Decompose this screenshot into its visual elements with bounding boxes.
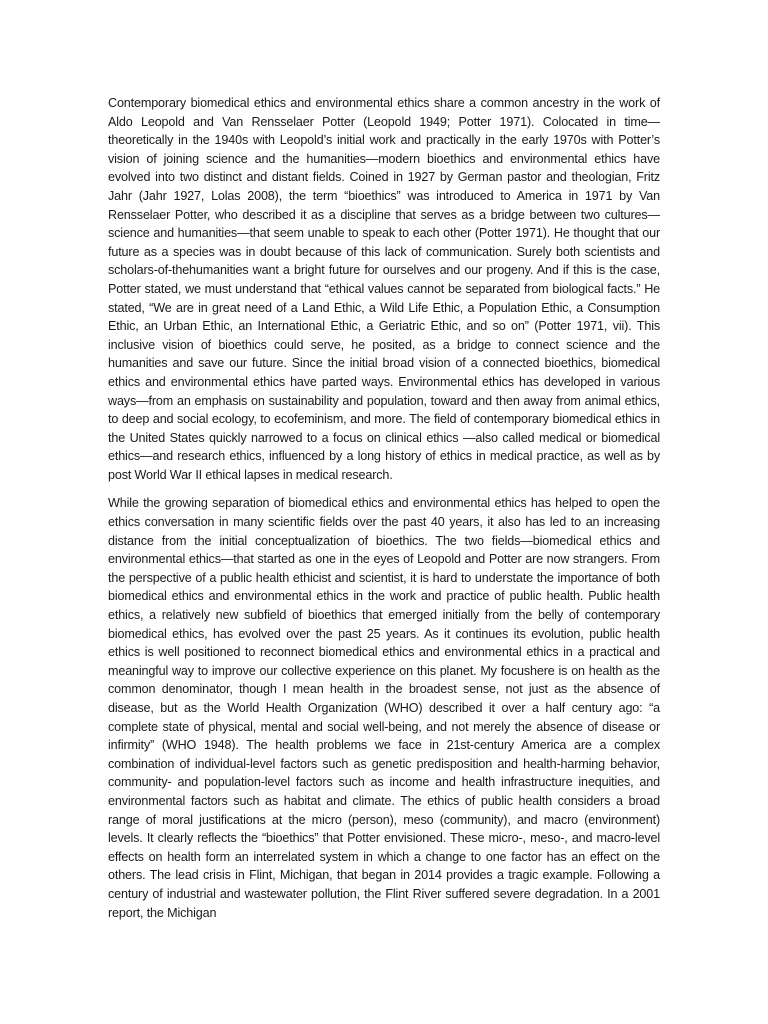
document-page: [108, 94, 660, 932]
paragraph-1: Contemporary biomedical ethics and environmental ethics share a common ancestry in the work of Aldo Leopold and Van Rensselaer Potter (Leopold 1949; Potter 1971). Colocated in time—theoretically in the 1940s with Leopold’s initial work and practically in the early 1970s with Potter’s vision of joining science and the humanities—modern bioethics and environmental ethics have evolved into two distinct and distant fields. Coined in 1927 by German pastor and theologian, Fritz Jahr (Jahr 1927, Lolas 2008), the term “bioethics” was introduced to America in 1971 by Van Rensselaer Potter, who described it as a discipline that serves as a bridge between two cultures—science and humanities—that seem unable to speak to each other (Potter 1971). He thought that our future as a species was in doubt because of this lack of communication. Surely both scientists and scholars-of-thehumanities want a bright future for ourselves and our progeny. And if this is the case, Potter stated, we must understand that “ethical values cannot be separated from biological facts.” He stated, “We are in great need of a Land Ethic, a Wild Life Ethic, a Population Ethic, a Consumption Ethic, an Urban Ethic, an International Ethic, a Geriatric Ethic, and so on” (Potter 1971, vii). This inclusive vision of bioethics could serve, he posited, as a bridge to connect science and the humanities and save our future. Since the initial broad vision of a connected bioethics, biomedical ethics and environmental ethics have parted ways. Environmental ethics has developed in various ways—from an emphasis on sustainability and population, toward and then away from animal ethics, to deep and social ecology, to ecofeminism, and more. The field of contemporary biomedical ethics in the United States quickly narrowed to a focus on clinical ethics —also called medical or biomedical ethics—and research ethics, influenced by a long history of ethics in medical practice, as well as by post World War II ethical lapses in medical research.: [108, 96, 660, 482]
paragraph-2: While the growing separation of biomedical ethics and environmental ethics has helped to open the ethics conversation in many scientific fields over the past 40 years, it also has led to an increasing distance from the initial conceptualization of bioethics. The two fields—biomedical ethics and environmental ethics—that started as one in the eyes of Leopold and Potter are now strangers. From the perspective of a public health ethicist and scientist, it is hard to understate the importance of both biomedical ethics and environmental ethics in the work and practice of public health. Public health ethics, a relatively new subfield of bioethics that emerged initially from the belly of contemporary biomedical ethics, has evolved over the past 25 years. As it continues its evolution, public health ethics is well positioned to reconnect biomedical ethics and environmental ethics in a practical and meaningful way to improve our collective experience on this planet. My focushere is on health as the common denominator, though I mean health in the broadest sense, not just as the absence of disease, but as the World Health Organization (WHO) described it over a half century ago: “a complete state of physical, mental and social well-being, and not merely the absence of disease or infirmity” (WHO 1948). The health problems we face in 21st-century America are a complex combination of individual-level factors such as genetic predisposition and health-harming behavior, community- and population-level factors such as income and health infrastructure inequities, and environmental factors such as habitat and climate. The ethics of public health considers a broad range of moral justifications at the micro (person), meso (community), and macro (environment) levels. It clearly reflects the “bioethics” that Potter envisioned. These micro-, meso-, and macro-level effects on health form an interrelated system in which a change to one factor has an effect on the others. The lead crisis in Flint, Michigan, that began in 2014 provides a tragic example. Following a century of industrial and wastewater pollution, the Flint River suffered severe degradation. In a 2001 report, the Michigan: [108, 496, 660, 920]
